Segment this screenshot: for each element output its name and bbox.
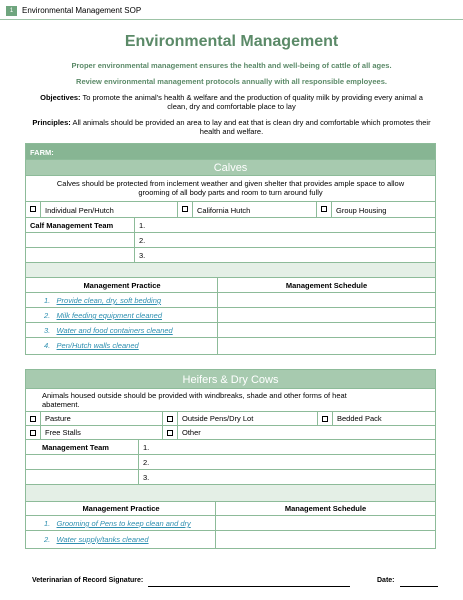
calves-practice-row: 2. Milk feeding equipment cleaned [26, 308, 435, 323]
group-housing-checkbox[interactable] [321, 206, 327, 212]
principles-text: All animals should be provided an area to lay and eat that is clean dry and comfortable which promotes their [72, 118, 431, 127]
calves-practice-2[interactable]: Milk feeding equipment cleaned [56, 311, 163, 320]
housing-checkbox-cell [26, 202, 41, 217]
free-stalls-checkbox[interactable] [30, 430, 36, 436]
calf-team-member-3[interactable]: 3. [139, 251, 146, 260]
date-field[interactable] [400, 586, 438, 587]
farm-bar [26, 144, 435, 160]
heifers-description [26, 389, 435, 412]
individual-pen-label: Individual Pen/Hutch [45, 206, 114, 215]
calf-team-label: Calf Management Team [30, 221, 114, 230]
date-label: Date: [377, 577, 395, 584]
calves-practice-header [26, 278, 435, 293]
calves-team-row-3 [26, 248, 435, 263]
heifers-schedule-2[interactable] [216, 531, 435, 548]
signature-field[interactable] [148, 586, 350, 587]
calves-team-row-2 [26, 233, 435, 248]
principles-line1 [14, 118, 449, 127]
heifers-practice-row: 1. Grooming of Pens to keep clean and dry [26, 516, 435, 531]
calves-practice-row: 3. Water and food containers cleaned [26, 323, 435, 338]
heifers-practice-header [26, 502, 435, 516]
calves-schedule-3[interactable] [218, 323, 435, 337]
objectives-label: Objectives: [40, 93, 81, 102]
calf-team-member-1[interactable]: 1. [139, 221, 146, 230]
calves-practice-row: 1. Provide clean, dry, soft bedding [26, 293, 435, 308]
heifers-practice-header-label: Management Practice [82, 504, 160, 513]
signature-label: Veterinarian of Record Signature: [32, 577, 144, 584]
calves-schedule-header-label: Management Schedule [285, 281, 368, 290]
farm-label: FARM: [30, 148, 54, 157]
heifers-title-bar [26, 370, 435, 389]
calves-housing-row [26, 202, 435, 218]
calves-practice-4[interactable]: Pen/Hutch walls cleaned [56, 341, 139, 350]
outside-pens-label: Outside Pens/Dry Lot [182, 414, 254, 423]
other-label: Other [182, 428, 201, 437]
california-hutch-label: California Hutch [197, 206, 251, 215]
calves-description [26, 176, 435, 202]
heifers-spacer-row [26, 485, 435, 502]
sop-title: Environmental Management SOP [22, 6, 142, 15]
group-housing-label: Group Housing [336, 206, 387, 215]
page-header [0, 0, 463, 20]
heifers-schedule-header-label: Management Schedule [284, 504, 367, 513]
principles-line2: health and welfare. [199, 127, 264, 136]
objectives-line1 [14, 93, 449, 102]
calves-schedule-4[interactable] [218, 338, 435, 354]
calves-practice-row: 4. Pen/Hutch walls cleaned [26, 338, 435, 354]
heifers-schedule-1[interactable] [216, 516, 435, 530]
calves-practice-1[interactable]: Provide clean, dry, soft bedding [56, 296, 162, 305]
calves-spacer-row [26, 263, 435, 278]
heifers-practice-1[interactable]: Grooming of Pens to keep clean and dry [56, 519, 191, 528]
bedded-pack-checkbox[interactable] [322, 416, 328, 422]
bedded-pack-label: Bedded Pack [337, 414, 382, 423]
document-title: Environmental Management [124, 33, 339, 50]
principles-label: Principles: [32, 118, 71, 127]
calves-title: Calves [213, 162, 248, 174]
heifers-team-member-3[interactable]: 3. [143, 473, 150, 482]
heifers-practice-row: 2. Water supply/tanks cleaned [26, 531, 435, 548]
heifers-practice-2[interactable]: Water supply/tanks cleaned [56, 535, 149, 544]
other-checkbox[interactable] [167, 430, 173, 436]
heifers-desc-line1: Animals housed outside should be provided with windbreaks, shade and other forms of heat [42, 391, 347, 400]
objectives-text: To promote the animal's health & welfare and the production of quality milk by providing every animal a [82, 93, 423, 102]
calves-desc-line2: grooming of all body parts and room to turn around fully [138, 188, 323, 197]
outside-pens-checkbox[interactable] [167, 416, 173, 422]
heifers-team-member-2[interactable]: 2. [143, 458, 150, 467]
calves-practice-header-label: Management Practice [83, 281, 161, 290]
heifers-title: Heifers & Dry Cows [182, 374, 279, 386]
subtitle-review: Review environmental management protocols annually with all responsible employees. [76, 77, 387, 86]
pasture-label: Pasture [45, 414, 71, 423]
heifers-housing-row-2 [26, 426, 435, 440]
calves-title-bar [26, 160, 435, 176]
subtitle-health: Proper environmental management ensures the health and well-being of cattle of all ages. [71, 61, 392, 70]
calves-team-row-1 [26, 218, 435, 233]
heifers-team-row-3 [26, 470, 435, 485]
calves-section [25, 143, 436, 355]
calves-desc-line1: Calves should be protected from inclement weather and given shelter that provides ample space to allow [56, 179, 405, 188]
pasture-checkbox[interactable] [30, 416, 36, 422]
heifers-housing-row-1 [26, 412, 435, 426]
objectives-line2: clean, dry and comfortable place to lay [167, 102, 296, 111]
california-hutch-checkbox[interactable] [182, 206, 188, 212]
page-number: 1 [6, 6, 17, 16]
heifers-team-row-2 [26, 455, 435, 470]
calves-schedule-2[interactable] [218, 308, 435, 322]
calf-team-member-2[interactable]: 2. [139, 236, 146, 245]
individual-pen-checkbox[interactable] [30, 206, 36, 212]
calves-practice-3[interactable]: Water and food containers cleaned [56, 326, 173, 335]
heifers-team-row-1 [26, 440, 435, 455]
heifers-desc-line2: abatement. [42, 400, 80, 409]
heifers-team-member-1[interactable]: 1. [143, 443, 150, 452]
calves-schedule-1[interactable] [218, 293, 435, 307]
heifers-section [25, 369, 436, 549]
free-stalls-label: Free Stalls [45, 428, 81, 437]
heifers-team-label: Management Team [42, 443, 109, 452]
